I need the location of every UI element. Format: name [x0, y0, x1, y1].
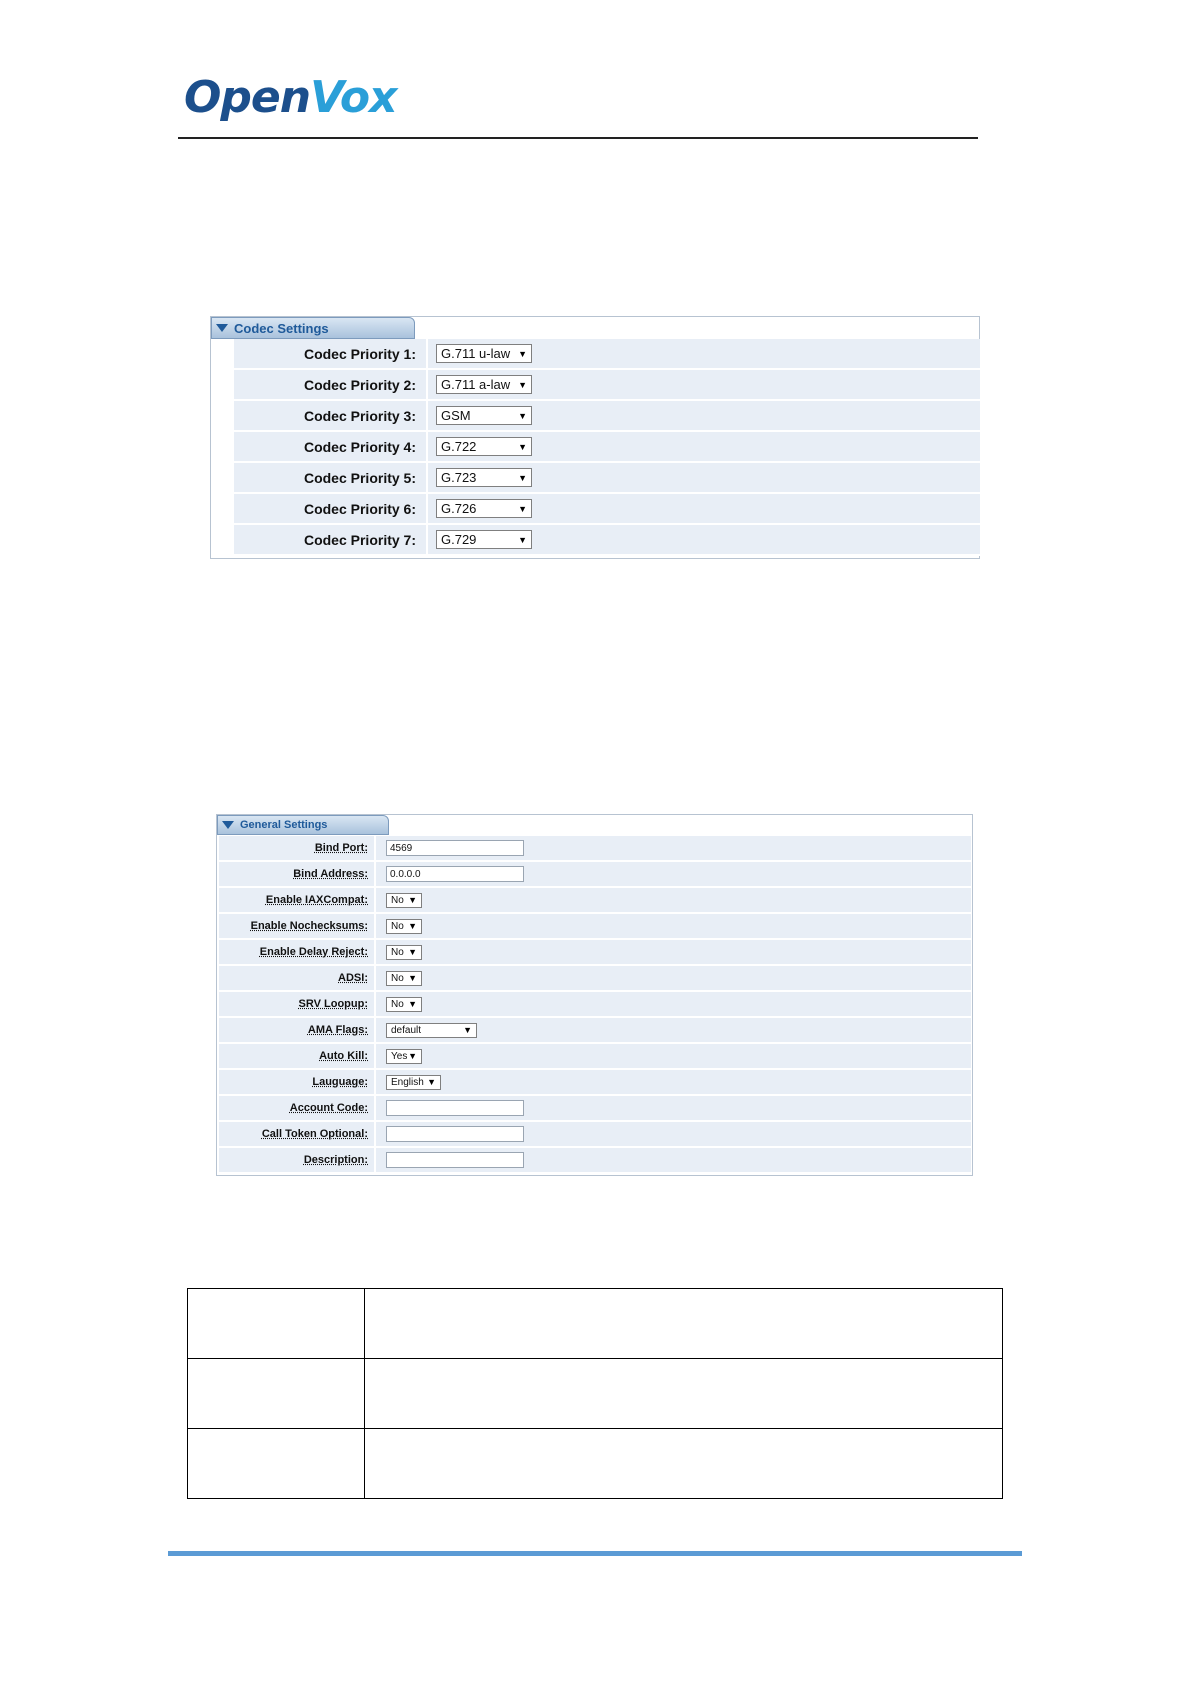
setting-value-cell — [374, 914, 971, 938]
codec-priority-5-select[interactable] — [436, 468, 532, 487]
select-value: No — [391, 894, 404, 906]
dropdown-arrow-icon: ▼ — [518, 472, 527, 483]
codec-value-cell — [426, 370, 980, 399]
codec-settings-title: Codec Settings — [234, 320, 329, 336]
codec-priority-4-select[interactable] — [436, 437, 532, 456]
table-cell — [188, 1289, 365, 1359]
codec-value-cell — [426, 463, 980, 492]
dropdown-arrow-icon: ▼ — [408, 921, 417, 931]
auto-kill-label: Auto Kill: — [319, 1050, 368, 1062]
codec-priority-label: Codec Priority 5: — [303, 469, 416, 486]
description-table — [187, 1288, 1003, 1499]
general-row — [219, 1096, 971, 1122]
select-value: Yes — [391, 1050, 408, 1062]
codec-row — [234, 432, 980, 463]
setting-value-cell — [374, 1096, 971, 1120]
enable-nochecksums-label: Enable Nochecksums: — [250, 920, 368, 932]
general-row — [219, 1122, 971, 1148]
setting-label — [219, 972, 374, 984]
dropdown-arrow-icon: ▼ — [463, 1025, 472, 1035]
general-row — [219, 1070, 971, 1096]
codec-row — [234, 401, 980, 432]
codec-settings-panel — [210, 316, 980, 559]
select-value: No — [391, 920, 404, 932]
codec-rows — [234, 339, 980, 556]
setting-label — [219, 1050, 374, 1062]
description-input[interactable] — [386, 1152, 524, 1168]
collapse-triangle-icon — [222, 821, 234, 829]
bind-address-input[interactable]: 0.0.0.0 — [386, 866, 524, 882]
general-row — [219, 992, 971, 1018]
setting-label — [219, 1102, 374, 1114]
table-row — [188, 1429, 1003, 1499]
language-label: Lauguage: — [312, 1076, 368, 1088]
logo-text-open: Open — [184, 72, 311, 123]
general-row — [219, 1148, 971, 1174]
enable-iaxcompat-select[interactable] — [386, 893, 422, 908]
general-settings-title: General Settings — [240, 819, 328, 831]
codec-row — [234, 463, 980, 494]
dropdown-arrow-icon: ▼ — [518, 441, 527, 452]
codec-value-cell — [426, 339, 980, 368]
openvox-logo — [184, 72, 397, 123]
setting-value-cell — [374, 862, 971, 886]
dropdown-arrow-icon: ▼ — [518, 410, 527, 421]
setting-value-cell — [374, 1148, 971, 1172]
setting-label — [219, 1154, 374, 1166]
general-row — [219, 836, 971, 862]
table-cell — [365, 1359, 1003, 1429]
adsi-label: ADSI: — [338, 972, 368, 984]
codec-priority-7-select[interactable] — [436, 530, 532, 549]
select-value: default — [391, 1024, 422, 1036]
dropdown-arrow-icon: ▼ — [518, 534, 527, 545]
dropdown-arrow-icon: ▼ — [518, 348, 527, 359]
dropdown-arrow-icon: ▼ — [408, 999, 417, 1009]
codec-priority-6-select[interactable] — [436, 499, 532, 518]
setting-value-cell — [374, 966, 971, 990]
dropdown-arrow-icon: ▼ — [408, 973, 417, 983]
setting-label — [219, 894, 374, 906]
table-cell — [188, 1359, 365, 1429]
setting-value-cell — [374, 836, 971, 860]
select-value: G.711 u-law — [441, 346, 511, 361]
dropdown-arrow-icon: ▼ — [427, 1077, 436, 1087]
account-code-input[interactable] — [386, 1100, 524, 1116]
srv-loopup-label: SRV Loopup: — [298, 998, 368, 1010]
general-row — [219, 1044, 971, 1070]
table-cell — [365, 1289, 1003, 1359]
select-value: No — [391, 972, 404, 984]
header-divider — [178, 137, 978, 139]
setting-value-cell — [374, 1018, 971, 1042]
select-value: G.726 — [441, 501, 477, 516]
ama-flags-select[interactable] — [386, 1023, 477, 1038]
enable-nochecksums-select[interactable] — [386, 919, 422, 934]
general-row — [219, 940, 971, 966]
select-value: G.722 — [441, 439, 477, 454]
codec-row — [234, 339, 980, 370]
general-rows — [219, 836, 971, 1174]
codec-value-cell — [426, 432, 980, 461]
codec-priority-label: Codec Priority 2: — [303, 376, 416, 393]
codec-settings-tab[interactable] — [211, 317, 415, 339]
setting-label — [219, 1076, 374, 1088]
setting-label — [219, 946, 374, 958]
enable-iaxcompat-label: Enable IAXCompat: — [265, 894, 368, 906]
select-value: No — [391, 946, 404, 958]
ama-flags-label: AMA Flags: — [307, 1024, 368, 1036]
setting-value-cell — [374, 1044, 971, 1068]
footer-divider — [168, 1551, 1022, 1556]
bind-port-label: Bind Port: — [314, 842, 368, 854]
codec-priority-label: Codec Priority 4: — [303, 438, 416, 455]
select-value: G.729 — [441, 532, 477, 547]
setting-label — [219, 1128, 374, 1140]
codec-priority-label: Codec Priority 1: — [303, 345, 416, 362]
dropdown-arrow-icon: ▼ — [518, 503, 527, 514]
setting-label — [219, 842, 374, 854]
language-select[interactable] — [386, 1075, 441, 1090]
table-row — [188, 1359, 1003, 1429]
bind-port-input[interactable]: 4569 — [386, 840, 524, 856]
codec-value-cell — [426, 494, 980, 523]
description-label: Description: — [303, 1154, 368, 1166]
enable-delay-reject-select[interactable] — [386, 945, 422, 960]
general-settings-tab[interactable] — [217, 815, 389, 835]
call-token-optional-label: Call Token Optional: — [261, 1128, 368, 1140]
select-value: GSM — [441, 408, 471, 423]
codec-priority-2-select[interactable] — [436, 375, 532, 394]
setting-value-cell — [374, 1070, 971, 1094]
select-value: G.723 — [441, 470, 477, 485]
setting-value-cell — [374, 888, 971, 912]
table-cell — [365, 1429, 1003, 1499]
collapse-triangle-icon — [216, 324, 228, 332]
setting-value-cell — [374, 1122, 971, 1146]
codec-priority-label: Codec Priority 3: — [303, 407, 416, 424]
dropdown-arrow-icon: ▼ — [408, 947, 417, 957]
codec-value-cell — [426, 525, 980, 554]
codec-row — [234, 525, 980, 556]
codec-row — [234, 370, 980, 401]
auto-kill-select[interactable] — [386, 1049, 422, 1064]
enable-delay-reject-label: Enable Delay Reject: — [259, 946, 368, 958]
general-row — [219, 914, 971, 940]
general-row — [219, 966, 971, 992]
srv-loopup-select[interactable] — [386, 997, 422, 1012]
select-value: English — [391, 1076, 424, 1088]
table-row — [188, 1289, 1003, 1359]
general-settings-panel — [216, 814, 973, 1176]
codec-value-cell — [426, 401, 980, 430]
setting-label — [219, 868, 374, 880]
codec-row — [234, 494, 980, 525]
setting-label — [219, 920, 374, 932]
codec-priority-label: Codec Priority 6: — [303, 500, 416, 517]
general-row — [219, 888, 971, 914]
select-value: No — [391, 998, 404, 1010]
dropdown-arrow-icon: ▼ — [408, 895, 417, 905]
call-token-optional-input[interactable] — [386, 1126, 524, 1142]
table-cell — [188, 1429, 365, 1499]
setting-value-cell — [374, 940, 971, 964]
setting-value-cell — [374, 992, 971, 1016]
select-value: G.711 a-law — [441, 377, 511, 392]
adsi-select[interactable] — [386, 971, 422, 986]
dropdown-arrow-icon: ▼ — [408, 1051, 417, 1061]
setting-label — [219, 998, 374, 1010]
bind-address-label: Bind Address: — [293, 868, 368, 880]
codec-priority-3-select[interactable] — [436, 406, 532, 425]
dropdown-arrow-icon: ▼ — [518, 379, 527, 390]
codec-priority-1-select[interactable] — [436, 344, 532, 363]
codec-priority-label: Codec Priority 7: — [303, 531, 416, 548]
general-row — [219, 1018, 971, 1044]
logo-text-vox: Vox — [310, 72, 397, 123]
account-code-label: Account Code: — [289, 1102, 368, 1114]
setting-label — [219, 1024, 374, 1036]
general-row — [219, 862, 971, 888]
